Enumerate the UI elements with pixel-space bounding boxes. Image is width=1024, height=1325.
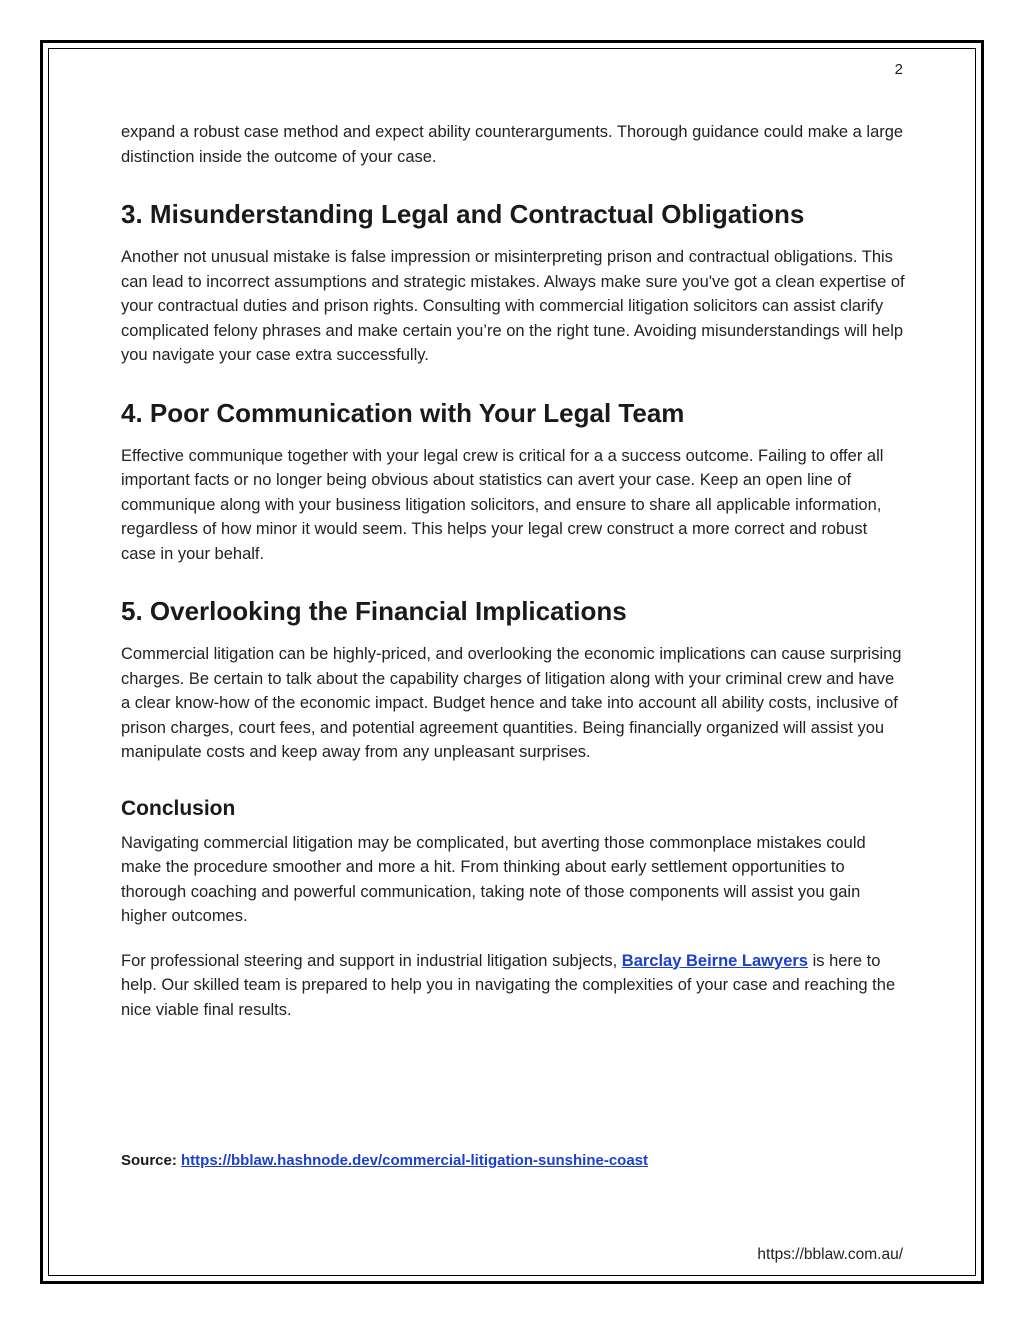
cta-text-after: is here to help. Our skilled team is prepared to help you in navigating the complexities of your case and reaching the nice viable final results.	[121, 951, 896, 1019]
section-5-body: Commercial litigation can be highly-priced, and overlooking the economic implications can cause surprising charges. Be certain to talk about the capability charges of litigation along with your criminal crew and have a clear know-how of the economic impact. Budget hence and take into account all ability costs, inclusive of prison charges, court fees, and potential agreement quantities. Being financially organized will assist you manipulate costs and keep away from any unpleasant surprises.	[121, 645, 902, 761]
intro-paragraph: expand a robust case method and expect ability counterarguments. Thorough guidance could make a large distinction inside the outcome of your case.	[121, 123, 904, 166]
source-link[interactable]: https://bblaw.hashnode.dev/commercial-litigation-sunshine-coast	[181, 1152, 649, 1169]
conclusion-body: Navigating commercial litigation may be complicated, but averting those commonplace mistakes could make the procedure smoother and more a hit. From thinking about early settlement opportunities to thorough coaching and powerful communication, taking note of those components will assist you gain higher outcomes.	[121, 833, 866, 925]
page-number: 2	[894, 61, 903, 78]
barclay-beirne-lawyers-link[interactable]: Barclay Beirne Lawyers	[621, 951, 808, 970]
source-line	[121, 1152, 648, 1169]
section-3-heading: 3. Misunderstanding Legal and Contractual Obligations	[121, 199, 805, 229]
section-4-heading: 4. Poor Communication with Your Legal Team	[121, 397, 685, 428]
source-label: Source:	[121, 1152, 182, 1169]
footer-url: https://bblaw.com.au/	[757, 1246, 903, 1263]
section-4-body: Effective communique together with your legal crew is critical for a a success outcome. Failing to offer all important facts or no longer being obvious about statistics can avert your case. Keep an open line of communique along with your business litigation solicitors, and ensure to share all applicable information, regardless of how minor it would seem. This helps your legal crew construct a more correct and robust case in your behalf.	[121, 446, 884, 563]
document-body	[121, 120, 906, 1022]
section-5-heading: 5. Overlooking the Financial Implications	[121, 596, 627, 626]
cta-text-before: For professional steering and support in industrial litigation subjects,	[121, 951, 622, 970]
conclusion-heading: Conclusion	[121, 796, 236, 820]
section-3-body: Another not unusual mistake is false impression or misinterpreting prison and contractual obligations. This can lead to incorrect assumptions and strategic mistakes. Always make sure you've got a clean expertise of your contractual duties and prison rights. Consulting with commercial litigation solicitors can assist clarify complicated felony phrases and make certain you’re on the right tune. Avoiding misunderstandings will help you navigate your case extra successfully.	[121, 248, 905, 364]
call-to-action-paragraph	[121, 949, 906, 1023]
